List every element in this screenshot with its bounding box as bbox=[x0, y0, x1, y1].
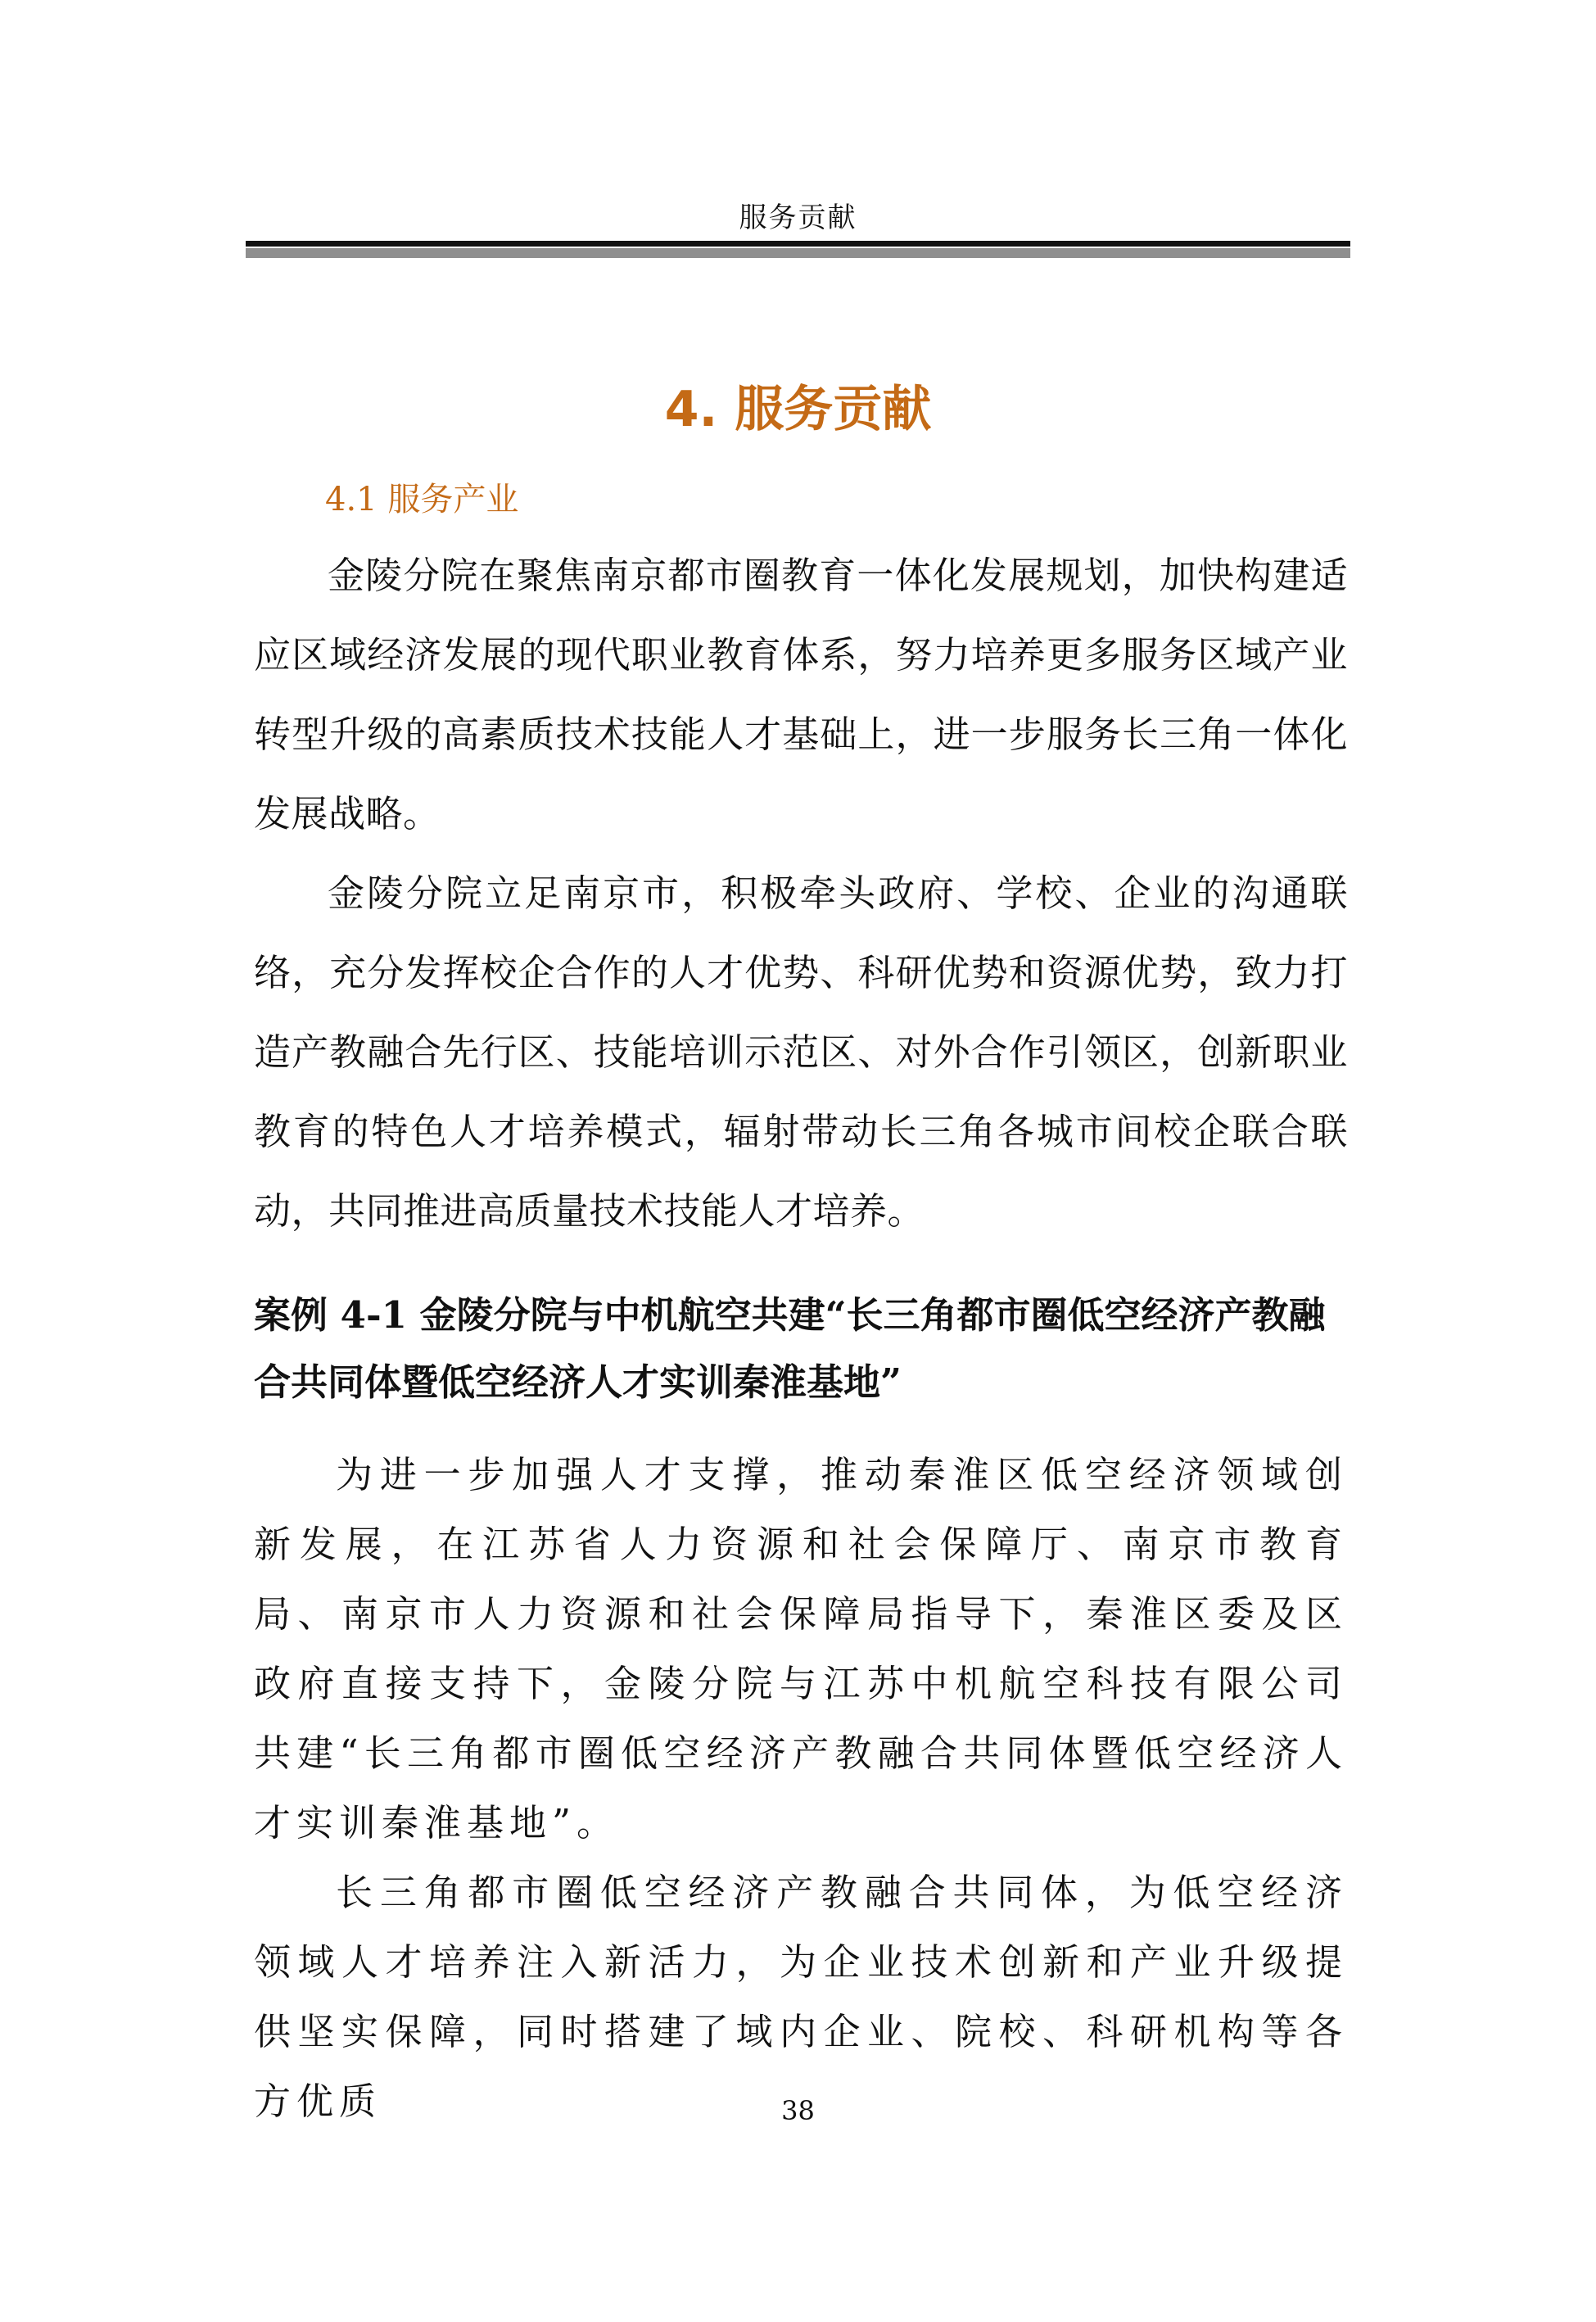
section-heading: 4.1 服务产业 bbox=[325, 481, 519, 518]
body-paragraph-1: 金陵分院在聚焦南京都市圈教育一体化发展规划，加快构建适应区域经济发展的现代职业教育体系，努力培养更多服务区域产业转型升级的高素质技术技能人才基础上，进一步服务长三角一体化发展战略。 bbox=[254, 554, 1348, 835]
header-rule bbox=[246, 241, 1350, 247]
chapter-title: 4. 服务贡献 bbox=[664, 381, 932, 438]
running-header: 服务贡献 bbox=[739, 201, 857, 234]
case-paragraph-1: 为进一步加强人才支撑，推动秦淮区低空经济领域创新发展，在江苏省人力资源和社会保障厅、南京市教育局、南京市人力资源和社会保障局指导下，秦淮区委及区政府直接支持下，金陵分院与江苏中机航空科技有限公司共建“长三角都市圈低空经济产教融合共同体暨低空经济人才实训秦淮基地”。 bbox=[254, 1453, 1348, 1844]
case-title: 案例 4-1 金陵分院与中机航空共建“长三角都市圈低空经济产教融合共同体暨低空经济人才实训秦淮基地” bbox=[254, 1293, 1326, 1404]
body-paragraph-2: 金陵分院立足南京市，积极牵头政府、学校、企业的沟通联络，充分发挥校企合作的人才优势、科研优势和资源优势，致力打造产教融合先行区、技能培训示范区、对外合作引领区，创新职业教育的特色人才培养模式，辐射带动长三角各城市间校企联合联动，共同推进高质量技术技能人才培养。 bbox=[254, 871, 1348, 1233]
case-paragraph-2: 长三角都市圈低空经济产教融合共同体，为低空经济领域人才培养注入新活力，为企业技术创新和产业升级提供坚实保障，同时搭建了域内企业、院校、科研机构等各方优质 bbox=[254, 1871, 1348, 2123]
page-number: 38 bbox=[781, 2095, 815, 2126]
header-rule-shadow bbox=[246, 248, 1350, 258]
